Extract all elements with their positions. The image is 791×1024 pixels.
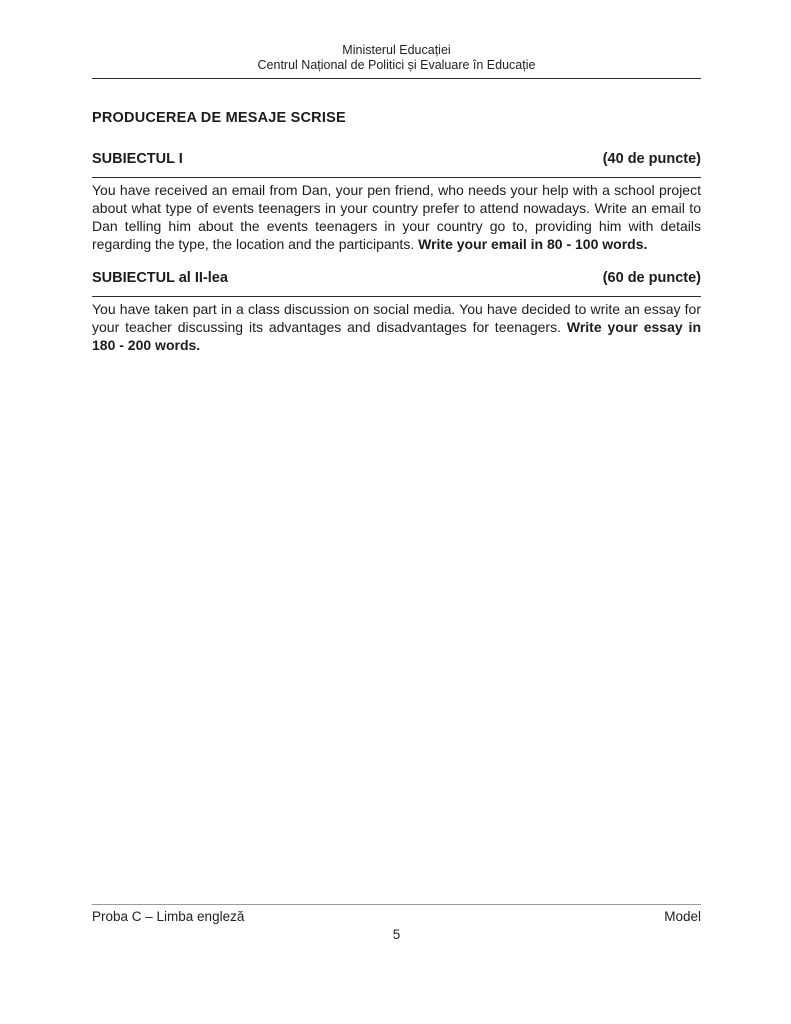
page-number: 5 xyxy=(392,927,401,942)
section-2-task-requirement: Write your essay in 180 - 200 words. xyxy=(92,319,701,353)
section-1-heading-row xyxy=(92,151,701,167)
section-1-task-text: You have received an email from Dan, your pen friend, who needs your help with a school project about what type of events teenagers in your country prefer to attend nowadays. Write an email to Dan telling him about the events teenagers in your country go to, providing him with details regarding the type, the location and the participants. xyxy=(92,182,701,252)
center-name: Centrul Național de Politici și Evaluare în Educație xyxy=(257,58,536,72)
section-2-heading-row xyxy=(92,270,701,286)
section-1-task-requirement: Write your email in 80 - 100 words. xyxy=(418,236,648,252)
footer-variant: Model xyxy=(664,909,701,924)
document-content xyxy=(92,0,701,354)
footer-rule xyxy=(92,904,701,905)
section-2-rule xyxy=(92,296,701,297)
document-footer xyxy=(92,904,701,942)
header-rule xyxy=(92,78,701,79)
section-2-points: (60 de puncte) xyxy=(602,270,701,286)
section-2-heading: SUBIECTUL al II-lea xyxy=(92,270,228,286)
section-2-task-text: You have taken part in a class discussion on social media. You have decided to write an essay for your teacher discussing its advantages and disadvantages for teenagers. xyxy=(92,301,701,335)
document-header xyxy=(92,0,701,79)
section-1-rule xyxy=(92,177,701,178)
document-title: PRODUCEREA DE MESAJE SCRISE xyxy=(92,110,346,126)
section-1-body xyxy=(92,181,701,253)
footer-exam-name: Proba C – Limba engleză xyxy=(92,909,245,924)
section-2-body xyxy=(92,300,701,354)
ministry-name: Ministerul Educației xyxy=(342,43,451,57)
section-1-points: (40 de puncte) xyxy=(602,151,701,167)
section-1-heading: SUBIECTUL I xyxy=(92,151,183,167)
footer-row xyxy=(92,909,701,924)
